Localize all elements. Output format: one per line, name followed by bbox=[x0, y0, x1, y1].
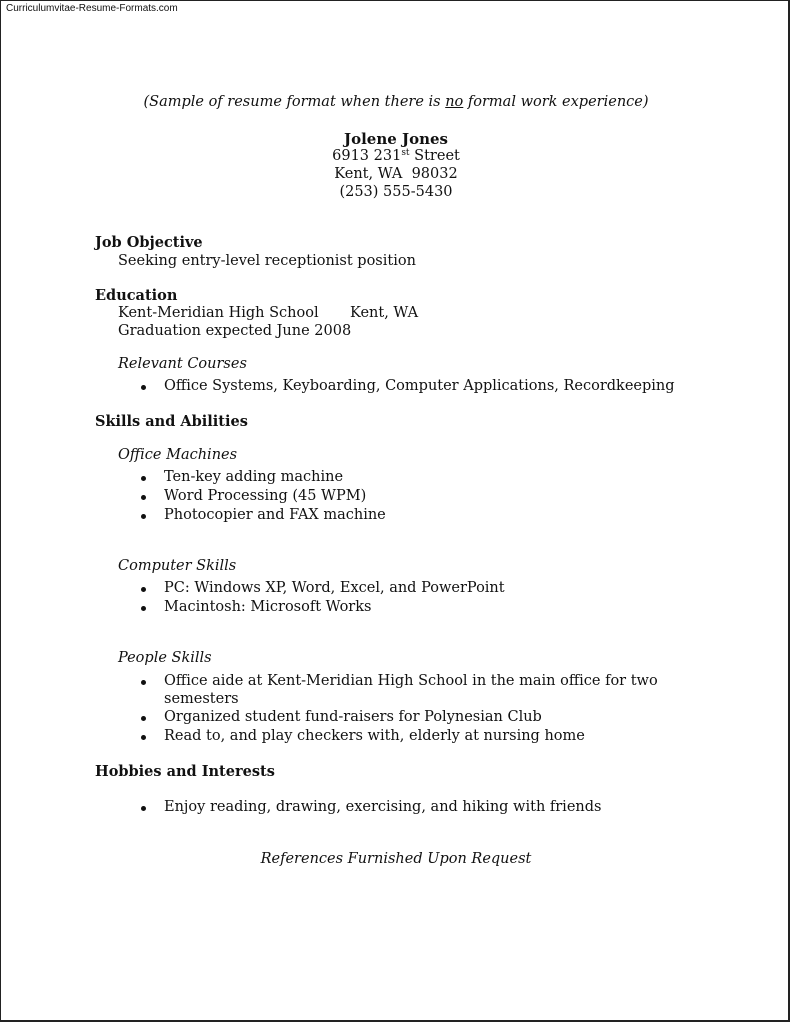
resume-subtitle: (Sample of resume format when there is no formal work experience) bbox=[143, 94, 649, 110]
list-item: Enjoy reading, drawing, exercising, and hiking with friends bbox=[164, 799, 602, 815]
hobbies-heading: Hobbies and Interests bbox=[95, 763, 275, 780]
computer-skills-heading: Computer Skills bbox=[118, 558, 237, 574]
education-heading: Education bbox=[95, 287, 178, 304]
list-item: Office Systems, Keyboarding, Computer Applications, Recordkeeping bbox=[164, 378, 675, 394]
references-footer: References Furnished Upon Request bbox=[260, 851, 532, 867]
list-item: Macintosh: Microsoft Works bbox=[164, 599, 372, 615]
watermark: Curriculumvitae-Resume-Formats.com bbox=[6, 3, 178, 14]
school-location: Kent, WA bbox=[350, 305, 419, 321]
applicant-name: Jolene Jones bbox=[343, 130, 448, 148]
list-item: Organized student fund-raisers for Polynesian Club bbox=[164, 709, 542, 725]
list-item: Office aide at Kent-Meridian High School in the main office for two bbox=[164, 673, 658, 689]
list-item: Photocopier and FAX machine bbox=[164, 507, 386, 523]
graduation-date: Graduation expected June 2008 bbox=[118, 323, 352, 339]
list-item: Ten-key adding machine bbox=[164, 469, 344, 485]
relevant-courses-heading: Relevant Courses bbox=[118, 356, 247, 372]
street-address: 6913 231st Street bbox=[332, 148, 460, 164]
phone-number: (253) 555-5430 bbox=[339, 184, 453, 200]
office-machines-heading: Office Machines bbox=[118, 447, 238, 463]
list-item: Read to, and play checkers with, elderly at nursing home bbox=[164, 728, 585, 744]
school-name: Kent-Meridian High School bbox=[118, 305, 319, 321]
list-item-continuation: semesters bbox=[164, 691, 239, 707]
people-skills-heading: People Skills bbox=[118, 650, 212, 666]
list-item: Word Processing (45 WPM) bbox=[164, 488, 367, 504]
skills-heading: Skills and Abilities bbox=[95, 413, 248, 430]
job-objective-heading: Job Objective bbox=[95, 234, 203, 251]
list-item: PC: Windows XP, Word, Excel, and PowerPoint bbox=[164, 580, 505, 596]
job-objective-text: Seeking entry-level receptionist position bbox=[118, 253, 416, 269]
city-state-zip: Kent, WA 98032 bbox=[334, 166, 458, 182]
